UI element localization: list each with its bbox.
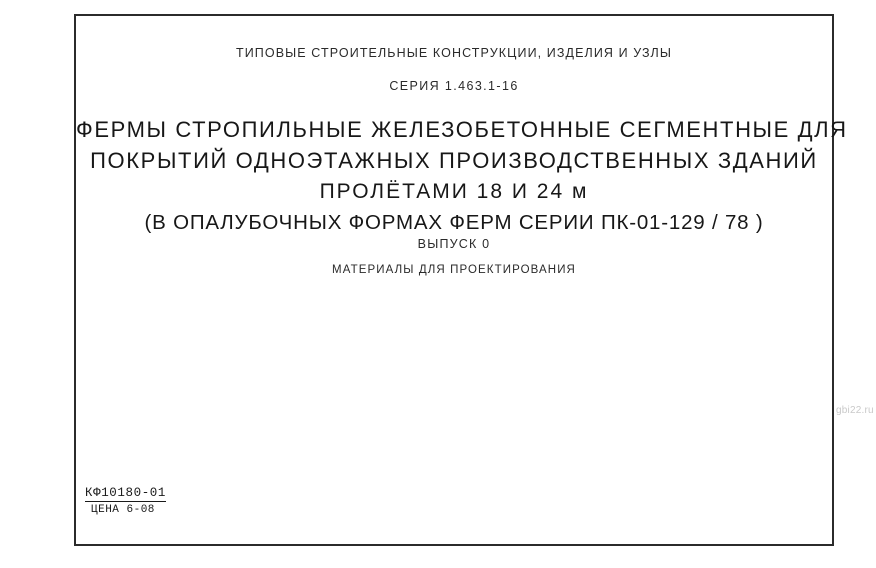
page-title: [76, 114, 848, 238]
sheet-border: [74, 14, 848, 546]
header-subtitle: ТИПОВЫЕ СТРОИТЕЛЬНЫЕ КОНСТРУКЦИИ, ИЗДЕЛИЯ И УЗЛЫ: [235, 46, 673, 60]
title-line-2: ПОКРЫТИЙ ОДНОЭТАЖНЫХ ПРОИЗВОДСТВЕННЫХ ЗДАНИЙ: [90, 148, 818, 173]
stamp-block: [85, 483, 205, 516]
watermark: gbi22.ru: [836, 405, 874, 416]
sheet-content: [76, 16, 848, 544]
document-purpose: МАТЕРИАЛЫ ДЛЯ ПРОЕКТИРОВАНИЯ: [332, 264, 576, 276]
title-line-4: (В ОПАЛУБОЧНЫХ ФОРМАХ ФЕРМ СЕРИИ ПК-01-129 / 78 ): [144, 211, 764, 234]
issue-number: ВЫПУСК 0: [417, 237, 491, 251]
title-line-3: ПРОЛЁТАМИ 18 И 24 м: [319, 180, 589, 203]
title-line-1: ФЕРМЫ СТРОПИЛЬНЫЕ ЖЕЛЕЗОБЕТОННЫЕ СЕГМЕНТНЫЕ ДЛЯ: [76, 117, 848, 142]
stamp-price: ЦЕНА 6-08: [91, 504, 155, 516]
stamp-code: КФ10180-01: [85, 486, 167, 500]
series-number: СЕРИЯ 1.463.1-16: [389, 79, 519, 93]
